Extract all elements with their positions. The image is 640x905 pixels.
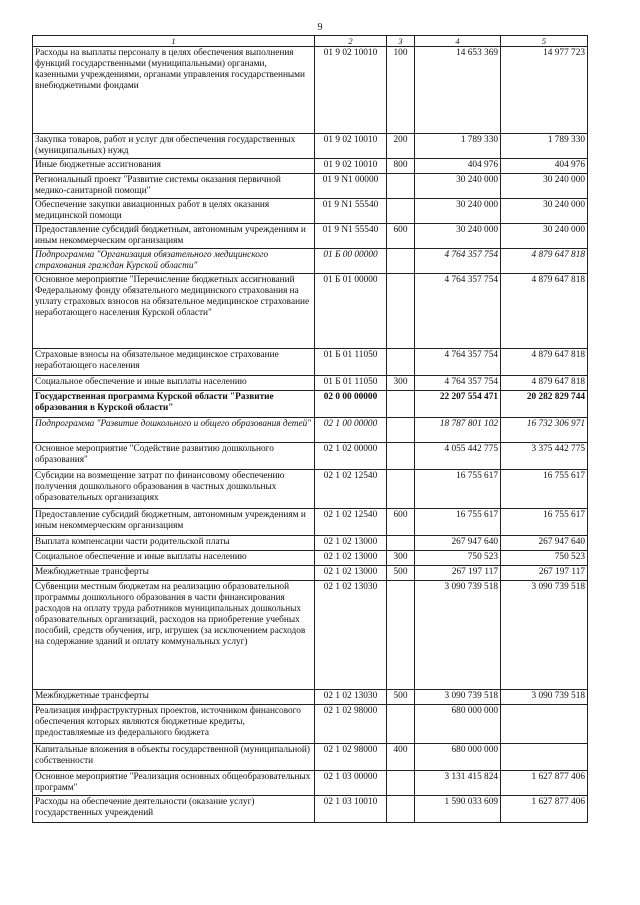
row-code: 01 Б 01 11050 <box>315 376 387 391</box>
row-code: 02 1 02 13030 <box>315 690 387 705</box>
table-row <box>33 159 588 174</box>
row-type <box>387 705 415 744</box>
row-type <box>387 771 415 796</box>
row-name: Подпрограмма "Развитие дошкольного и общего образования детей" <box>33 418 315 443</box>
table-row <box>33 391 588 418</box>
row-code: 02 1 02 12540 <box>315 470 387 509</box>
row-value-2023: 4 764 357 754 <box>415 376 501 391</box>
row-type <box>387 274 415 349</box>
table-row <box>33 551 588 566</box>
row-code: 01 9 02 10010 <box>315 159 387 174</box>
row-name: Основное мероприятие "Содействие развитию дошкольного образования" <box>33 443 315 470</box>
row-name: Субсидии на возмещение затрат по финансовому обеспечению получения дошкольного образования в частных дошкольных образовательных организациях <box>33 470 315 509</box>
row-type <box>387 418 415 443</box>
row-value-2023: 4 764 357 754 <box>415 249 501 274</box>
row-name: Капитальные вложения в объекты государственной (муниципальной) собственности <box>33 744 315 771</box>
row-code: 01 Б 00 00000 <box>315 249 387 274</box>
row-value-2023: 680 000 000 <box>415 705 501 744</box>
row-code: 02 1 03 10010 <box>315 796 387 823</box>
row-type: 200 <box>387 134 415 159</box>
row-code: 02 1 02 13030 <box>315 581 387 690</box>
table-row <box>33 744 588 771</box>
row-type <box>387 349 415 376</box>
row-value-2024: 1 627 877 406 <box>501 771 588 796</box>
row-value-2024: 4 879 647 818 <box>501 376 588 391</box>
row-type <box>387 199 415 224</box>
row-name: Социальное обеспечение и иные выплаты населению <box>33 551 315 566</box>
table-row <box>33 274 588 349</box>
row-type: 500 <box>387 690 415 705</box>
row-value-2024 <box>501 744 588 771</box>
row-code: 02 1 02 00000 <box>315 443 387 470</box>
row-code: 02 1 02 12540 <box>315 509 387 536</box>
table-row <box>33 47 588 134</box>
row-type <box>387 391 415 418</box>
row-value-2024: 3 375 442 775 <box>501 443 588 470</box>
header-col-5: 5 <box>501 36 588 47</box>
row-value-2024: 14 977 723 <box>501 47 588 134</box>
row-name: Межбюджетные трансферты <box>33 690 315 705</box>
row-value-2023: 18 787 801 102 <box>415 418 501 443</box>
row-value-2023: 267 947 640 <box>415 536 501 551</box>
row-code: 02 1 02 98000 <box>315 705 387 744</box>
row-code: 01 9 N1 55540 <box>315 224 387 249</box>
row-value-2024: 1 789 330 <box>501 134 588 159</box>
row-type <box>387 470 415 509</box>
row-value-2023: 680 000 000 <box>415 744 501 771</box>
row-name: Субвенции местным бюджетам на реализацию образовательной программы дошкольного образования в части финансирования расходов на оплату труда работников муниципальных дошкольных образовательных организаций, расходов на приобретение учебных пособий, средств обучения, игр, игрушек (за исключением расходов на содержание зданий и оплату коммунальных услуг) <box>33 581 315 690</box>
row-value-2023: 4 764 357 754 <box>415 274 501 349</box>
row-value-2024: 20 282 829 744 <box>501 391 588 418</box>
row-type: 300 <box>387 551 415 566</box>
row-code: 01 Б 01 11050 <box>315 349 387 376</box>
row-name: Иные бюджетные ассигнования <box>33 159 315 174</box>
row-value-2024: 3 090 739 518 <box>501 581 588 690</box>
row-value-2024: 4 879 647 818 <box>501 249 588 274</box>
row-name: Основное мероприятие "Перечисление бюджетных ассигнований Федеральному фонду обязательного медицинского страхования на уплату страховых взносов на обязательное медицинское страхование неработающего населения Курской области" <box>33 274 315 349</box>
table-row <box>33 349 588 376</box>
row-code: 02 1 03 00000 <box>315 771 387 796</box>
row-value-2023: 30 240 000 <box>415 199 501 224</box>
row-type: 800 <box>387 159 415 174</box>
row-type: 400 <box>387 744 415 771</box>
row-code: 01 Б 01 00000 <box>315 274 387 349</box>
table-row <box>33 174 588 199</box>
row-type <box>387 443 415 470</box>
row-code: 01 9 N1 55540 <box>315 199 387 224</box>
row-value-2023: 3 090 739 518 <box>415 581 501 690</box>
table-row <box>33 509 588 536</box>
row-type <box>387 796 415 823</box>
row-value-2023: 14 653 369 <box>415 47 501 134</box>
table-row <box>33 566 588 581</box>
row-type: 100 <box>387 47 415 134</box>
row-value-2023: 750 523 <box>415 551 501 566</box>
row-value-2024: 1 627 877 406 <box>501 796 588 823</box>
row-value-2023: 4 764 357 754 <box>415 349 501 376</box>
row-name: Реализация инфраструктурных проектов, источником финансового обеспечения которых являются бюджетные кредиты, предоставляемые из федерального бюджета <box>33 705 315 744</box>
table-row <box>33 581 588 690</box>
row-type: 500 <box>387 566 415 581</box>
table-row <box>33 249 588 274</box>
table-row <box>33 470 588 509</box>
row-name: Межбюджетные трансферты <box>33 566 315 581</box>
table-row <box>33 690 588 705</box>
budget-table <box>32 35 588 823</box>
row-name: Предоставление субсидий бюджетным, автономным учреждениям и иным некоммерческим организациям <box>33 509 315 536</box>
row-name: Предоставление субсидий бюджетным, автономным учреждениям и иным некоммерческим организациям <box>33 224 315 249</box>
row-value-2023: 3 131 415 824 <box>415 771 501 796</box>
row-type: 600 <box>387 509 415 536</box>
row-type <box>387 536 415 551</box>
row-name: Региональный проект "Развитие системы оказания первичной медико-санитарной помощи" <box>33 174 315 199</box>
header-col-2: 2 <box>315 36 387 47</box>
row-name: Подпрограмма "Организация обязательного медицинского страхования граждан Курской области" <box>33 249 315 274</box>
row-code: 02 1 02 13000 <box>315 536 387 551</box>
row-value-2023: 267 197 117 <box>415 566 501 581</box>
row-name: Страховые взносы на обязательное медицинское страхование неработающего населения <box>33 349 315 376</box>
row-code: 02 1 02 98000 <box>315 744 387 771</box>
row-code: 01 9 02 10010 <box>315 47 387 134</box>
row-value-2023: 16 755 617 <box>415 470 501 509</box>
row-code: 02 1 02 13000 <box>315 566 387 581</box>
row-code: 01 9 N1 00000 <box>315 174 387 199</box>
row-value-2024: 750 523 <box>501 551 588 566</box>
row-value-2023: 1 590 033 609 <box>415 796 501 823</box>
table-row <box>33 134 588 159</box>
row-name: Государственная программа Курской области "Развитие образования в Курской области" <box>33 391 315 418</box>
table-row <box>33 224 588 249</box>
row-type <box>387 249 415 274</box>
row-value-2023: 30 240 000 <box>415 224 501 249</box>
header-col-3: 3 <box>387 36 415 47</box>
row-value-2023: 22 207 554 471 <box>415 391 501 418</box>
row-value-2024: 267 197 117 <box>501 566 588 581</box>
table-header-row <box>33 36 588 47</box>
row-value-2024: 16 732 306 971 <box>501 418 588 443</box>
row-value-2024: 30 240 000 <box>501 224 588 249</box>
row-value-2024: 30 240 000 <box>501 174 588 199</box>
row-name: Выплата компенсации части родительской платы <box>33 536 315 551</box>
row-value-2024: 4 879 647 818 <box>501 349 588 376</box>
row-value-2023: 4 055 442 775 <box>415 443 501 470</box>
row-name: Расходы на обеспечение деятельности (оказание услуг) государственных учреждений <box>33 796 315 823</box>
row-value-2024 <box>501 705 588 744</box>
row-type <box>387 174 415 199</box>
row-name: Обеспечение закупки авиационных работ в целях оказания медицинской помощи <box>33 199 315 224</box>
row-value-2023: 3 090 739 518 <box>415 690 501 705</box>
page-number: 9 <box>317 22 323 33</box>
row-value-2024: 404 976 <box>501 159 588 174</box>
row-type: 300 <box>387 376 415 391</box>
row-code: 01 9 02 10010 <box>315 134 387 159</box>
row-type <box>387 581 415 690</box>
table-row <box>33 376 588 391</box>
table-row <box>33 705 588 744</box>
row-value-2024: 267 947 640 <box>501 536 588 551</box>
row-name: Социальное обеспечение и иные выплаты населению <box>33 376 315 391</box>
row-name: Основное мероприятие "Реализация основных общеобразовательных программ" <box>33 771 315 796</box>
row-name: Расходы на выплаты персоналу в целях обеспечения выполнения функций государственными (муниципальными) органами, казенными учреждениями, органами управления государственными внебюджетными фондами <box>33 47 315 134</box>
row-value-2023: 30 240 000 <box>415 174 501 199</box>
table-row <box>33 199 588 224</box>
header-col-1: 1 <box>33 36 315 47</box>
row-value-2023: 404 976 <box>415 159 501 174</box>
row-value-2024: 16 755 617 <box>501 470 588 509</box>
header-col-4: 4 <box>415 36 501 47</box>
table-row <box>33 796 588 823</box>
row-value-2024: 3 090 739 518 <box>501 690 588 705</box>
row-type: 600 <box>387 224 415 249</box>
row-value-2024: 16 755 617 <box>501 509 588 536</box>
row-name: Закупка товаров, работ и услуг для обеспечения государственных (муниципальных) нужд <box>33 134 315 159</box>
row-code: 02 1 02 13000 <box>315 551 387 566</box>
table-row <box>33 771 588 796</box>
row-value-2024: 4 879 647 818 <box>501 274 588 349</box>
table-row <box>33 418 588 443</box>
row-value-2023: 1 789 330 <box>415 134 501 159</box>
row-code: 02 0 00 00000 <box>315 391 387 418</box>
row-code: 02 1 00 00000 <box>315 418 387 443</box>
table-row <box>33 443 588 470</box>
table-row <box>33 536 588 551</box>
row-value-2023: 16 755 617 <box>415 509 501 536</box>
row-value-2024: 30 240 000 <box>501 199 588 224</box>
